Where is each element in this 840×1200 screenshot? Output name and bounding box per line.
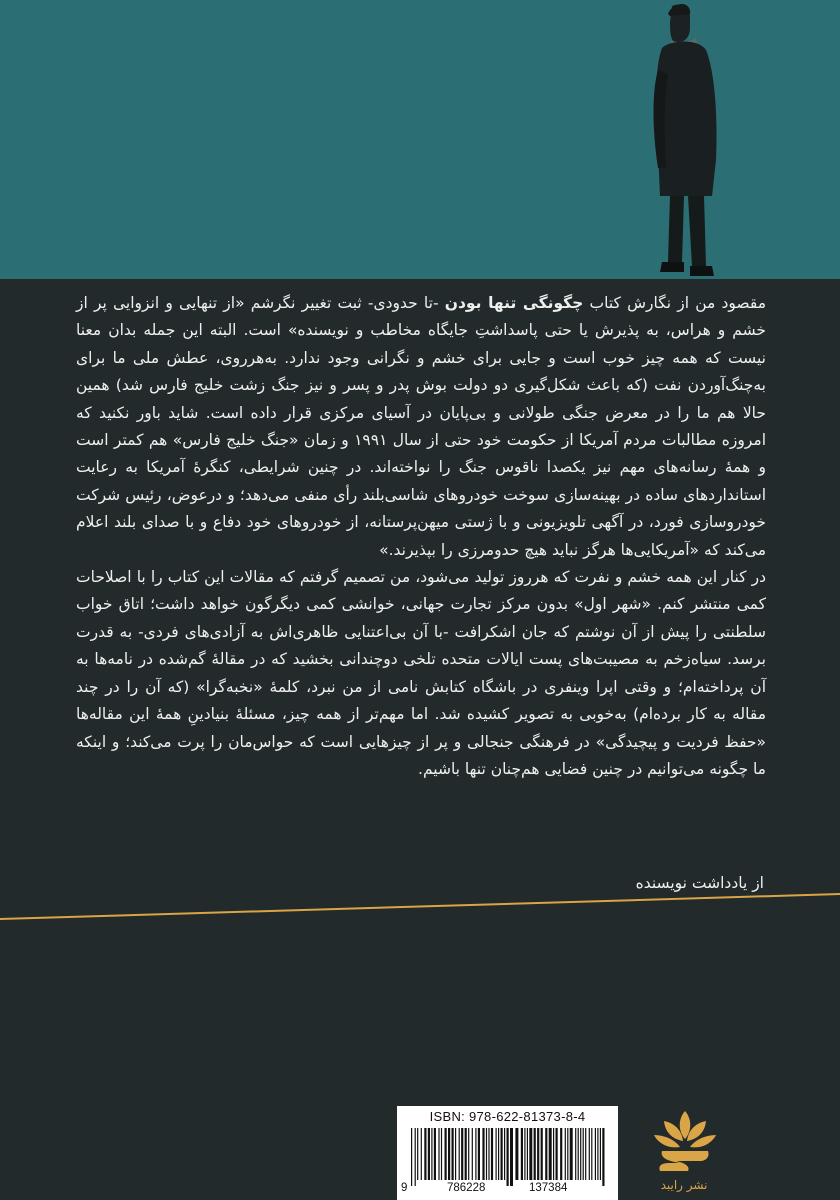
barcode-digits-left: 786228 — [447, 1182, 486, 1194]
author-note-signature: از یادداشت نویسنده — [635, 874, 764, 892]
paragraph-1-rest: -تا حدودی- ثبت تغییر نگرشم «از تنهایی و انزوایی پر از خشم و هراس، به پذیرش یا حتی پاسداشتِ جایگاه مخاطب و نویسنده» است. البته این جمله بدان معنا نیست که همه چیز خوب است و جایی برای خشم و نگرانی وجود ندارد. به‌هرروی، عطش ملی ما برای به‌چنگ‌آوردن نفت (که باعث شکل‌گیری دو دولت بوش پدر و پسر و نیز جنگ زشت خلیج فارس شد) همین حالا هم ما را در معرض جنگی طولانی و بی‌پایان در آسیای مرکزی قرار داده است. شاید باور نکنید که امروزه مطالبات مردم آمریکا از حکومت خود حتی از سال ۱۹۹۱ و زمان «جنگ خلیج فارس» هم کمتر است و همهٔ رسانه‌های مهم نیز یکصدا ناقوس جنگ را نواخته‌اند. در چنین شرایطی، کنگرهٔ آمریکا به رعایت استانداردهای ساده در بهینه‌سازی سوخت خودروهای شاسی‌بلند رأی منفی می‌دهد؛ و درعوض، رئیس شرکت خودروسازی فورد، در آگهی تلویزیونی و با ژستی میهن‌پرستانه، از خودروهای خود دفاع و با صدای بلند اعلام می‌کند که «آمریکایی‌ها هرگز نباید هیچ حدومرزی را بپذیرند.» — [76, 294, 766, 559]
barcode-digits-right: 137384 — [529, 1182, 568, 1194]
barcode-digits-prefix: 9 — [401, 1182, 408, 1194]
isbn-barcode — [397, 1106, 618, 1200]
paragraph-1-lead: مقصود من از نگارش کتاب — [589, 294, 767, 312]
gold-divider-line — [0, 880, 840, 940]
man-in-coat-illustration — [600, 0, 750, 279]
back-cover-text — [76, 290, 766, 783]
isbn-label: ISBN: 978-622-81373-8-4 — [429, 1109, 586, 1124]
publisher-name: نشر رایبد — [660, 1178, 708, 1192]
book-title: چگونگی تنها بودن — [444, 294, 584, 312]
paragraph-1 — [76, 290, 766, 564]
paragraph-2: در کنار این همه خشم و نفرت که هرروز تولید می‌شود، من تصمیم گرفتم که مقالات این کتاب را با اصلاحات کمی منتشر کنم. «شهر اول» بدون مرکز تجارت جهانی، خوانشی کمی دیگرگون خواهد داشت؛ اتاق خواب سلطنتی را پیش از آن نوشتم که جان اشکرافت -با آن بی‌اعتنایی ظاهری‌اش به آزادی‌های فردی- به قدرت برسد. سیاه‌زخم به مصیبت‌های پست ایالات متحده تلخی دوچندانی بخشید که در مقالهٔ گم‌شده در نامه‌ها به آن پرداخته‌ام؛ و وقتی اپرا وینفری در باشگاه کتابش نامی از من نبرد، کلمهٔ «نخبه‌گرا» (که آن را در چند مقاله به کار برده‌ام) به‌خوبی به تصویر کشیده شد. اما مهم‌تر از همه چیز، مسئلهٔ بنیادینِ همهٔ این مقاله‌ها «حفظ فردیت و پیچیدگی» در فرهنگی جنجالی و پر از چیزهایی است که حواس‌مان را پرت می‌کند؛ و اینکه ما چگونه می‌توانیم در چنین فضایی هم‌چنان تنها باشیم. — [76, 568, 766, 778]
